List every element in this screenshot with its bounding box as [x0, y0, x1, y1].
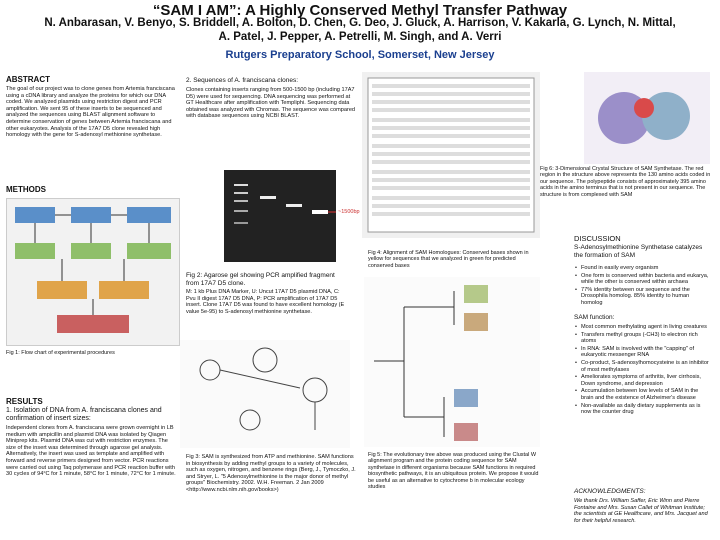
- function-bullet: • Non-available as daily dietary supplements as is now the counter drug: [581, 403, 712, 416]
- gel-band: [312, 210, 328, 214]
- abstract-heading: ABSTRACT: [6, 75, 50, 84]
- gel-band: [286, 204, 302, 207]
- organism-image: [464, 313, 488, 331]
- highlighted-region: [634, 98, 654, 118]
- organism-image: [454, 423, 478, 441]
- discussion-heading: DISCUSSION: [574, 234, 621, 243]
- flow-step-2: [71, 207, 111, 223]
- gel-band: [260, 196, 276, 199]
- sam-function-heading: SAM function:: [574, 314, 615, 321]
- gel-lanes: [224, 170, 336, 262]
- flowchart-figure: [6, 198, 180, 346]
- product-molecule: [240, 410, 260, 430]
- discussion-bullet: • One form is conserved within bacteria and eukarya, while the other is conserved within archaea: [581, 273, 712, 286]
- flow-step-6: [127, 243, 171, 259]
- alignment-row: [372, 178, 530, 182]
- poster-title: “SAM I AM”: A Highly Conserved Methyl Transfer Pathway: [152, 2, 568, 19]
- author-list: [10, 16, 710, 44]
- flow-step-5: [71, 243, 111, 259]
- alignment-row: [372, 170, 530, 174]
- evolutionary-tree: [364, 277, 540, 447]
- sam-pathway-diagram: [180, 340, 350, 448]
- alignment-row: [372, 126, 530, 130]
- gel-band: [234, 210, 248, 212]
- alignment-row: [372, 134, 530, 138]
- gel-band: [234, 200, 248, 202]
- fig2-caption: Fig 2: Agarose gel showing PCR amplified fragment from 17A7 D5 clone.: [186, 272, 335, 287]
- crystal-structure-figure: [584, 72, 710, 164]
- acknowledgments-heading: ACKNOWLEDGMENTS:: [574, 488, 646, 495]
- alignment-row: [372, 144, 530, 148]
- flowchart-diagram: [7, 199, 179, 345]
- function-bullet: • Accumulation between low levels of SAM in the brain and the existence of Alzheimer's disease: [581, 388, 712, 401]
- results-text: Independent clones from A. franciscana were grown overnight in LB medium with ampicillin and plasmid DNA was isolated by Qiagen Miniprep kits. Plasmid DNA was cut with restriction enzymes. The size of the insert was determined through agarose gel analysis. Alternatively, the insert was used as template and amplified with forward and reverse primers designed from vector. PCR reactions were carried out using Taq polymerase and PCR reaction buffer with 30 cycles of 94°C for 1 minute, 58°C for 1 minute, 72°C for 1 minute.: [6, 425, 176, 478]
- reaction-arrow: [220, 370, 300, 388]
- alignment-row: [372, 152, 530, 156]
- fig3-caption: Fig 3: SAM is synthesized from ATP and methionine. SAM functions in biosynthesis by adding methyl groups to a variety of molecules, such as oxygen, nitrogen, and benzene rings (Berg, J., Tymoczko, J. and Stryer, L. "5 Adenosylmethionine is the major donor of methyl groups" Biochemistry. 2002. W.H. Freeman. 2 Jan 2009 <http://www.ncbi.nlm.nih.gov/books>): [186, 454, 356, 493]
- alignment-row: [372, 92, 530, 96]
- fig2-detail: M: 1 kb Plus DNA Marker, U: Uncut 17A7 D5 plasmid DNA, C: Pvu II digest 17A7 D5 DNA, P: PCR amplification of 17A7 D5 insert. Clone 17A7 D5 was found to have excellent homology (E value 5e-95) to S-adenosyl methionine synthetase.: [186, 289, 345, 315]
- sam-pathway-figure: [180, 340, 350, 448]
- methionine-molecule: [253, 348, 277, 372]
- alignment-row: [372, 118, 530, 122]
- methods-heading: METHODS: [6, 185, 46, 194]
- fig6-caption: Fig 6: 3-Dimensional Crystal Structure of SAM Synthetase. The red region in the structure above represents the 130 amino acids coded in our sequence. The polypeptide consists of approximately 395 amino acids in the amino terminus that is not present in our sequence. The structure is from complexed with SAM: [540, 166, 711, 198]
- organism-image: [464, 285, 488, 303]
- alignment-row: [372, 84, 530, 88]
- alignment-row: [372, 196, 530, 200]
- flow-step-9: [57, 315, 129, 333]
- atp-molecule: [200, 360, 220, 380]
- authors-line-2: A. Patel, J. Pepper, A. Petrelli, M. Singh, and A. Verri: [218, 31, 502, 43]
- sequences-text: Clones containing inserts ranging from 500-1500 bp (including 17A7 D5) were used for sequencing. DNA sequencing was performed at GT Healthcare after amplification with Templiphi. Sequencing data obtained was analyzed with Chromas. The sequence was compared with database sequences using NCBI BLAST.: [186, 87, 356, 120]
- alignment-row: [372, 100, 530, 104]
- results-subheading: 1. Isolation of DNA from A. franciscana clones and confirmation of insert sizes:: [6, 407, 162, 422]
- flow-step-8: [99, 281, 149, 299]
- gel-size-label: ~1500bp: [338, 209, 360, 215]
- gel-band: [234, 192, 248, 194]
- authors-line-1: N. Anbarasan, V. Benyo, S. Briddell, A. Bolton, D. Chen, G. Deo, J. Gluck, A. Harrison, V. Kakarla, G. Lynch, N. Mittal,: [44, 17, 676, 29]
- abstract-text: The goal of our project was to clone genes from Artemia franciscana using a cDNA library and analyze the proteins for which our DNA coded. We analyzed plasmids using restriction digest and PCR amplification. We sent 95 of these inserts to be sequenced and analyzed the sequences using BLAST alignment software to determine conservation of genes between Artemia franciscana and other eukaryotes. Analysis of the 17A7 D5 clone revealed high homology with the gene for S-adenosyl methionine synthetase.: [6, 86, 175, 139]
- acknowledgments-text: We thank Drs. William Saffer, Eric Winn and Pierre Fontaine and Mrs. Susan Callet of Whitman Institute; the scientists at GE Healthcare, and Mrs. Jacquet and for their helpful research.: [574, 498, 708, 524]
- discussion-bullets-1: [574, 265, 712, 308]
- flow-step-1: [15, 207, 55, 223]
- discussion-bullet: • Found in easily every organism: [581, 265, 712, 272]
- alignment-chart: [362, 72, 540, 238]
- gel-band: [234, 184, 248, 186]
- agarose-gel-image: [224, 170, 336, 262]
- function-bullet: • Transfers methyl groups (-CH3) to electron rich atoms: [581, 332, 712, 345]
- flow-step-7: [37, 281, 87, 299]
- alignment-row: [372, 204, 530, 208]
- flow-step-3: [127, 207, 171, 223]
- function-bullet: • Co-product, S-adenosylhomocysteine is an inhibitor of most methylases: [581, 360, 712, 373]
- function-bullet: • In RNA: SAM is involved with the "capping" of eukaryotic messenger RNA: [581, 346, 712, 359]
- sam-molecule: [303, 378, 327, 402]
- crystal-structure-image: [584, 72, 710, 164]
- alignment-row: [372, 160, 530, 164]
- alignment-row: [372, 108, 530, 112]
- gel-band: [234, 222, 248, 224]
- function-bullet: • Most common methylating agent in living creatures: [581, 324, 712, 331]
- fig4-caption: Fig 4: Alignment of SAM Homologues: Conserved bases shown in yellow for sequences that we analyzed in green for predicted conserved bases: [368, 250, 529, 269]
- alignment-row: [372, 212, 530, 216]
- flow-step-4: [15, 243, 55, 259]
- discussion-bullets-2: [574, 324, 712, 417]
- fig5-caption: Fig 5: The evolutionary tree above was produced using the Clustal W alignment program and the protein coding sequence for SAM synthetase in different organisms because SAM functions in required biosynthetic pathways, it is an ubiquitous protein. We propose it would be useful as an alternative to cytochrome b in molecular ecology studies: [368, 452, 539, 491]
- results-heading: RESULTS: [6, 397, 43, 406]
- organism-image: [454, 389, 478, 407]
- evolutionary-tree-figure: [364, 277, 540, 447]
- alignment-row: [372, 186, 530, 190]
- function-bullet: • Ameliorates symptoms of arthritis, liver cirrhosis, Down syndrome, and depression: [581, 374, 712, 387]
- sequences-heading: 2. Sequences of A. franciscana clones:: [186, 77, 299, 84]
- discussion-intro: S-Adenosylmethionine Synthetase catalyzes the formation of SAM: [574, 244, 703, 259]
- fig1-caption: Fig 1: Flow chart of experimental procedures: [6, 350, 115, 356]
- school-name: Rutgers Preparatory School, Somerset, New Jersey: [225, 49, 495, 61]
- alignment-figure: [362, 72, 540, 238]
- discussion-bullet: • 77% identity between our sequence and the Drosophila homolog. 85% identity to human homolog: [581, 287, 712, 307]
